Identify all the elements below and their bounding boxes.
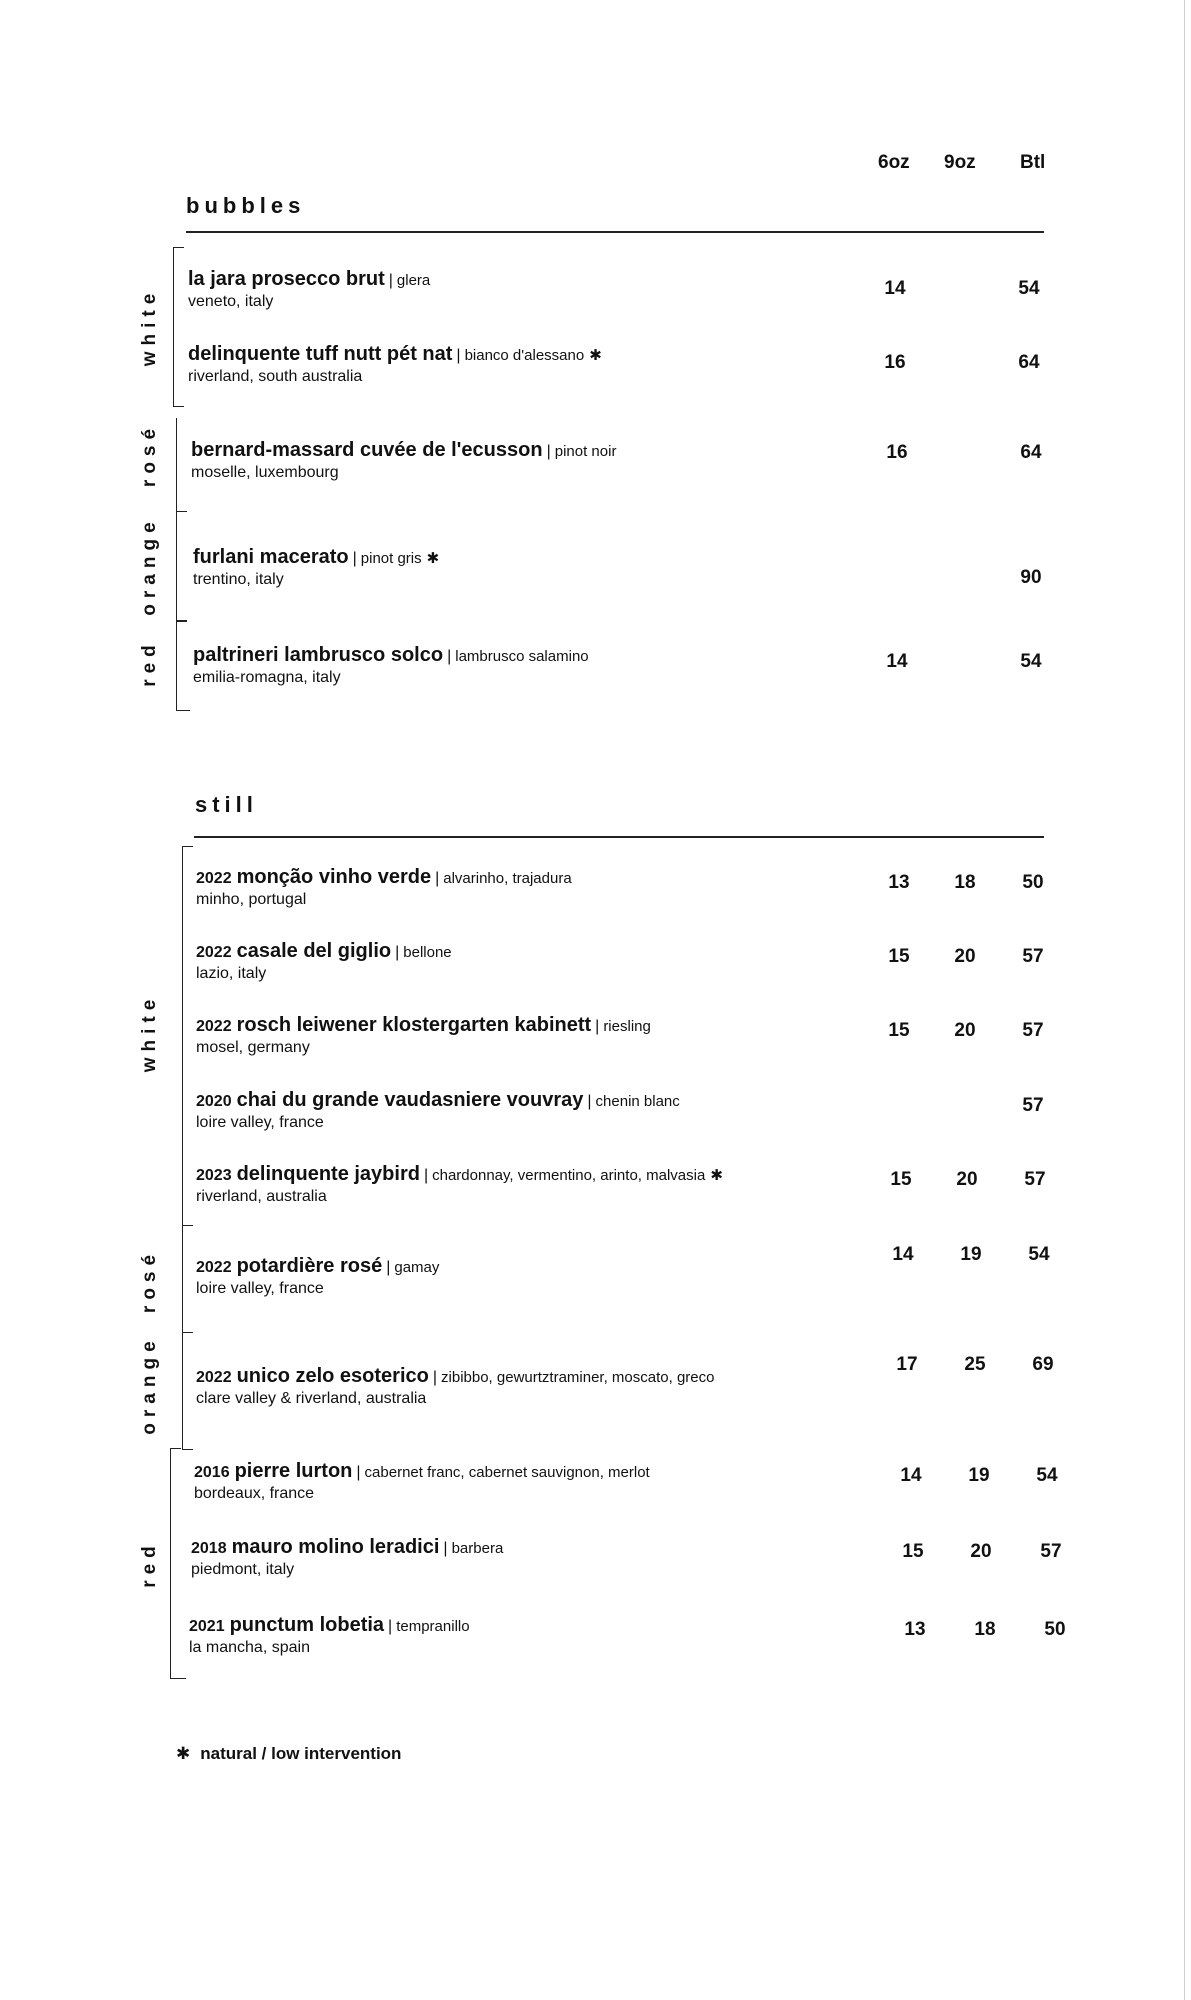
price-9oz: 19 [968, 1465, 990, 1486]
price-6oz: 14 [884, 278, 906, 299]
section-title-bubbles: bubbles [186, 193, 306, 218]
wine-grape: chardonnay, vermentino, arinto, malvasia [432, 1167, 706, 1184]
price-btl: 50 [1022, 872, 1044, 893]
price-btl: 57 [1024, 1169, 1046, 1190]
natural-star-icon: ✱ [589, 347, 602, 364]
separator: | [423, 1167, 429, 1184]
price-btl: 57 [1040, 1541, 1062, 1562]
header-6oz: 6oz [878, 152, 910, 173]
wine-grape: tempranillo [396, 1618, 470, 1635]
wine-item [196, 1365, 714, 1408]
price-btl: 64 [1020, 442, 1042, 463]
wine-grape: riesling [603, 1018, 651, 1035]
wine-grape: bellone [403, 944, 452, 961]
price-btl: 57 [1022, 1020, 1044, 1041]
natural-star-icon: ✱ [176, 1744, 191, 1763]
price-btl: 57 [1022, 946, 1044, 967]
wine-name: rosch leiwener klostergarten kabinett [236, 1014, 592, 1036]
separator: | [356, 1464, 361, 1481]
price-btl: 50 [1044, 1619, 1066, 1640]
header-9oz: 9oz [944, 152, 976, 173]
wine-year: 2022 [196, 1259, 232, 1276]
wine-item [188, 268, 430, 311]
bracket-still-orange [182, 1332, 193, 1450]
wine-item [193, 644, 589, 687]
wine-name: potardière rosé [236, 1255, 383, 1277]
price-9oz: 20 [956, 1169, 978, 1190]
footnote-text: natural / low intervention [200, 1744, 402, 1763]
bracket-bubbles-rose [176, 418, 187, 512]
bracket-bubbles-orange [176, 511, 187, 622]
separator: | [456, 347, 461, 364]
separator: | [395, 944, 400, 961]
wine-name: bernard-massard cuvée de l'ecusson [191, 439, 543, 461]
price-6oz: 13 [888, 872, 910, 893]
wine-name: unico zelo esoterico [236, 1365, 429, 1387]
price-6oz: 17 [896, 1354, 918, 1375]
separator: | [546, 443, 551, 460]
bracket-foot [170, 1678, 186, 1679]
wine-name: la jara prosecco brut [188, 268, 385, 290]
separator: | [595, 1018, 600, 1035]
price-6oz: 15 [888, 1020, 910, 1041]
wine-grape: barbera [451, 1540, 504, 1557]
wine-name: delinquente jaybird [236, 1163, 420, 1185]
price-btl: 54 [1028, 1244, 1050, 1265]
separator: | [352, 550, 357, 567]
header-btl: Btl [1020, 152, 1046, 173]
price-6oz: 14 [900, 1465, 922, 1486]
price-6oz: 15 [888, 946, 910, 967]
separator: | [435, 870, 440, 887]
price-9oz: 18 [974, 1619, 996, 1640]
wine-item [196, 1089, 680, 1132]
wine-name: chai du grande vaudasniere vouvray [236, 1089, 584, 1111]
natural-star-icon: ✱ [426, 550, 440, 567]
bracket-bubbles-red [176, 620, 187, 711]
wine-region: lazio, italy [196, 965, 267, 982]
wine-region: clare valley & riverland, australia [196, 1390, 427, 1407]
price-btl: 90 [1020, 567, 1042, 588]
separator: | [388, 272, 393, 289]
wine-item [194, 1460, 650, 1503]
price-6oz: 15 [902, 1541, 924, 1562]
wine-grape: pinot gris [360, 550, 422, 567]
price-9oz: 20 [970, 1541, 992, 1562]
wine-grape: alvarinho, trajadura [443, 870, 572, 887]
wine-region: loire valley, france [196, 1114, 324, 1131]
separator: | [587, 1093, 592, 1110]
wine-year: 2021 [189, 1618, 225, 1635]
natural-star-icon: ✱ [710, 1167, 723, 1184]
wine-grape: chenin blanc [595, 1093, 680, 1110]
wine-name: pierre lurton [234, 1460, 353, 1482]
price-6oz: 15 [890, 1169, 912, 1190]
price-6oz: 16 [884, 352, 906, 373]
wine-year: 2022 [196, 1369, 232, 1386]
section-title-still: still [195, 792, 258, 817]
page-edge-line [1184, 0, 1185, 2000]
price-9oz: 25 [964, 1354, 986, 1375]
wine-region: emilia-romagna, italy [193, 669, 341, 686]
wine-grape: zibibbo, gewurtztraminer, moscato, greco [441, 1369, 715, 1386]
wine-region: riverland, australia [196, 1188, 327, 1205]
wine-item [191, 1536, 503, 1579]
wine-item [193, 546, 439, 589]
wine-grape: pinot noir [554, 443, 617, 460]
price-9oz: 20 [954, 1020, 976, 1041]
wine-name: paltrineri lambrusco solco [193, 644, 444, 666]
wine-year: 2023 [196, 1167, 232, 1184]
price-btl: 54 [1018, 278, 1040, 299]
side-label-rose: rosé [139, 1248, 160, 1314]
wine-item [196, 1014, 651, 1057]
wine-name: mauro molino leradici [231, 1536, 440, 1558]
wine-region: loire valley, france [196, 1280, 324, 1297]
wine-year: 2022 [196, 870, 232, 887]
price-btl: 57 [1022, 1095, 1044, 1116]
wine-name: punctum lobetia [229, 1614, 385, 1636]
bracket-bubbles-white [173, 247, 184, 407]
wine-item [196, 866, 572, 909]
section-rule [194, 836, 1044, 838]
separator: | [386, 1259, 391, 1276]
wine-region: trentino, italy [193, 571, 284, 588]
wine-region: veneto, italy [188, 293, 274, 310]
wine-item [189, 1614, 470, 1657]
price-6oz: 14 [886, 651, 908, 672]
price-6oz: 13 [904, 1619, 926, 1640]
wine-item [188, 343, 602, 386]
wine-item [191, 439, 616, 482]
wine-region: riverland, south australia [188, 368, 363, 385]
bracket-still-rose [182, 1224, 193, 1333]
wine-name: furlani macerato [193, 546, 349, 568]
price-6oz: 16 [886, 442, 908, 463]
wine-name: monção vinho verde [236, 866, 432, 888]
wine-region: moselle, luxembourg [191, 464, 339, 481]
section-rule [186, 231, 1044, 233]
wine-year: 2016 [194, 1464, 230, 1481]
wine-region: la mancha, spain [189, 1639, 310, 1656]
wine-name: casale del giglio [236, 940, 392, 962]
wine-year: 2018 [191, 1540, 227, 1557]
wine-grape: gamay [394, 1259, 440, 1276]
footnote [176, 1744, 401, 1764]
wine-item [196, 1163, 723, 1206]
bracket-still-red [170, 1448, 181, 1679]
price-btl: 69 [1032, 1354, 1054, 1375]
wine-region: bordeaux, france [194, 1485, 315, 1502]
bracket-still-white [182, 846, 193, 1226]
separator: | [432, 1369, 438, 1386]
side-label-red: red [139, 1540, 160, 1588]
wine-grape: bianco d'alessano [464, 347, 585, 364]
separator: | [447, 648, 452, 665]
price-btl: 64 [1018, 352, 1040, 373]
wine-year: 2020 [196, 1093, 232, 1110]
price-9oz: 19 [960, 1244, 982, 1265]
price-9oz: 18 [954, 872, 976, 893]
side-label-red: red [139, 639, 160, 687]
price-btl: 54 [1036, 1465, 1058, 1486]
wine-name: delinquente tuff nutt pét nat [188, 343, 453, 365]
wine-region: minho, portugal [196, 891, 307, 908]
wine-region: mosel, germany [196, 1039, 310, 1056]
separator: | [443, 1540, 448, 1557]
price-6oz: 14 [892, 1244, 914, 1265]
side-label-white: white [139, 287, 160, 367]
wine-item [196, 1255, 439, 1298]
side-label-orange: orange [139, 1335, 160, 1435]
bracket-foot [176, 710, 190, 711]
wine-region: piedmont, italy [191, 1561, 295, 1578]
price-9oz: 20 [954, 946, 976, 967]
side-label-white: white [139, 993, 160, 1073]
wine-grape: glera [396, 272, 431, 289]
side-label-orange: orange [139, 516, 160, 616]
wine-grape: cabernet franc, cabernet sauvignon, merlot [364, 1464, 650, 1481]
wine-item [196, 940, 452, 983]
separator: | [388, 1618, 393, 1635]
wine-year: 2022 [196, 944, 232, 961]
side-label-rose: rosé [139, 422, 160, 488]
wine-grape: lambrusco salamino [455, 648, 589, 665]
price-btl: 54 [1020, 651, 1042, 672]
wine-year: 2022 [196, 1018, 232, 1035]
